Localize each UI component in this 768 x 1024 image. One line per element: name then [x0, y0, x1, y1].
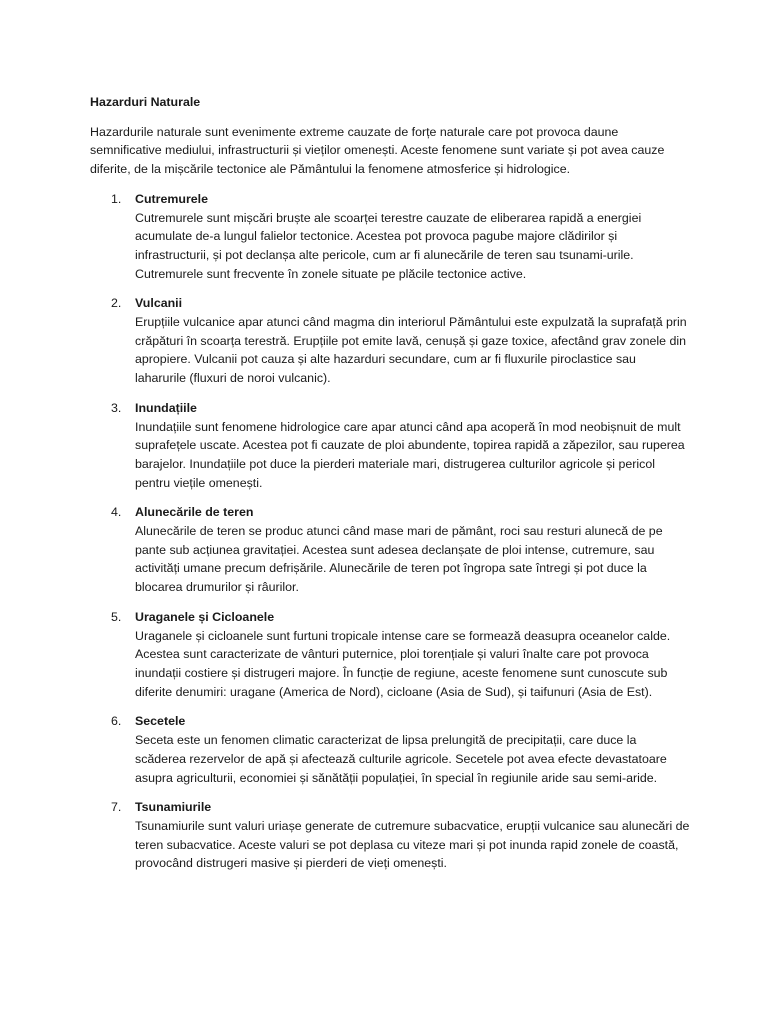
item-number: 4. [111, 505, 122, 520]
item-number: 7. [111, 800, 122, 815]
intro-paragraph: Hazardurile naturale sunt evenimente extreme cauzate de forțe naturale care pot provoca daune semnificative mediului, infrastructurii și vieților omenești. Aceste fenomene sunt variate și pot avea cauze diferite, de la mișcările tectonice ale Pământului la fenomene atmosferice și hidrologice. [90, 124, 665, 177]
list-item [90, 294, 690, 388]
list-item [90, 608, 690, 702]
item-title: Inundațiile [135, 400, 197, 415]
list-item [90, 190, 690, 284]
item-number: 5. [111, 609, 122, 624]
document-page [90, 93, 690, 884]
item-number: 2. [111, 296, 122, 311]
hazard-list [90, 190, 690, 873]
item-title: Alunecările de teren [135, 505, 254, 520]
item-title: Secetele [135, 714, 186, 729]
item-body: Erupțiile vulcanice apar atunci când magma din interiorul Pământului este expulzată la suprafață prin crăpături în scoarța terestră. Erupțiile pot emite lavă, cenușă și gaze toxice, afectând grav zonele din apropiere. Vulcanii pot cauza și alte hazarduri secundare, cum ar fi fluxurile piroclastice sau laharurile (fluxuri de noroi vulcanic). [135, 315, 687, 386]
list-item [90, 798, 690, 873]
item-title: Uraganele și Cicloanele [135, 609, 275, 624]
list-item [90, 399, 690, 493]
item-body: Cutremurele sunt mișcări bruște ale scoarței terestre cauzate de eliberarea rapidă a energiei acumulate de-a lungul falielor tectonice. Acestea pot provoca pagube majore clădirilor și infrastructurii, și pot declanșa alte pericole, cum ar fi alunecările de teren sau tsunami-urile. Cutremurele sunt frecvente în zonele situate pe plăcile tectonice active. [135, 210, 642, 281]
item-body: Tsunamiurile sunt valuri uriașe generate de cutremure subacvatice, erupții vulcanice sau alunecări de teren subacvatice. Aceste valuri se pot deplasa cu viteze mari și pot inunda rapid zonele de coastă, provocând distrugeri masive și pierderi de vieți omenești. [135, 818, 690, 871]
item-body: Seceta este un fenomen climatic caracterizat de lipsa prelungită de precipitații, care duce la scăderea rezervelor de apă și afectează culturile agricole. Secetele pot avea efecte devastatoare asupra agriculturii, economiei și sănătății populației, în special în regiunile aride sau semi-aride. [135, 733, 667, 785]
item-number: 6. [111, 714, 122, 729]
item-title: Vulcanii [135, 296, 183, 311]
list-item [90, 503, 690, 597]
item-body: Uraganele și cicloanele sunt furtuni tropicale intense care se formează deasupra oceanelor calde. Acestea sunt caracterizate de vânturi puternice, ploi torențiale și valuri înalte care pot provoca inundații costiere și distrugeri majore. În funcție de regiune, aceste fenomene sunt cunoscute sub diferite denumiri: uragane (America de Nord), cicloane (Asia de Sud), și taifunuri (Asia de Est). [135, 628, 671, 699]
item-body: Alunecările de teren se produc atunci când mase mari de pământ, roci sau resturi alunecă de pe pante sub acțiunea gravitației. Acestea sunt adesea declanșate de ploi intense, cutremure, sau activități umane precum defrișările. Alunecările de teren pot îngropa sate întregi și pot duce la blocarea drumurilor și râurilor. [135, 524, 663, 595]
item-title: Tsunamiurile [135, 800, 212, 815]
item-body: Inundațiile sunt fenomene hidrologice care apar atunci când apa acoperă în mod neobișnuit de mult suprafețele uscate. Acestea pot fi cauzate de ploi abundente, topirea rapidă a zăpezilor, sau ruperea barajelor. Inundațiile pot duce la pierderi materiale mari, distrugerea culturilor agricole și pericol pentru viețile omenești. [135, 419, 685, 490]
item-title: Cutremurele [135, 191, 208, 206]
item-number: 3. [111, 400, 122, 415]
list-item [90, 712, 690, 787]
document-title: Hazarduri Naturale [90, 95, 201, 109]
item-number: 1. [111, 191, 122, 206]
